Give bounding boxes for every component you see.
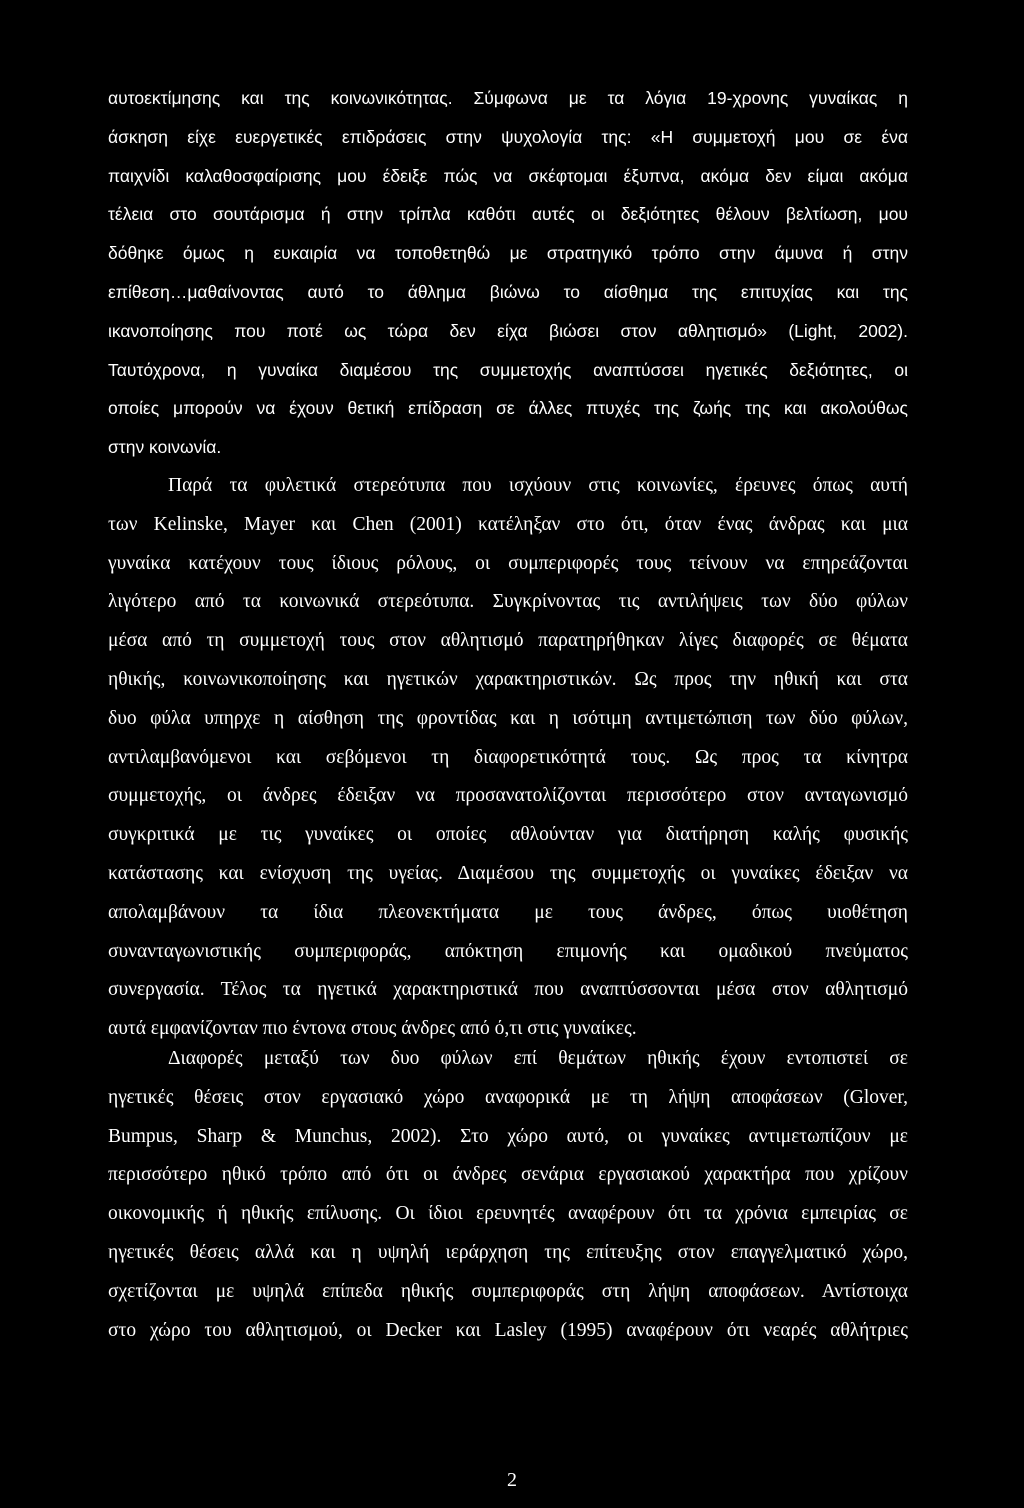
text-line: περισσότερο ηθικό τρόπο από ότι οι άνδρες σενάρια εργασιακού χαρακτήρα που χρίζουν xyxy=(108,1164,908,1186)
text-line: συμμετοχής, οι άνδρες έδειξαν να προσανατολίζονται περισσότερο στον ανταγωνισμό xyxy=(108,785,908,807)
text-line: ηθικής, κοινωνικοποίησης και ηγετικών χαρακτηριστικών. Ως προς την ηθική και στα xyxy=(108,668,908,690)
text-line: Διαφορές μεταξύ των δυο φύλων επί θεμάτων ηθικής έχουν εντοπιστεί σε xyxy=(168,1048,908,1069)
text-line: Bumpus, Sharp & Munchus, 2002). Στο χώρο αυτό, οι γυναίκες αντιμετωπίζουν με xyxy=(108,1125,908,1147)
text-line: οικονομικής ή ηθικής επίλυσης. Οι ίδιοι ερευνητές αναφέρουν ότι τα χρόνια εμπειρίας σε xyxy=(108,1203,908,1225)
text-line: Παρά τα φυλετικά στερεότυπα που ισχύουν στις κοινωνίες, έρευνες όπως αυτή xyxy=(168,475,908,496)
text-line: δυο φύλα υπηρχε η αίσθηση της φροντίδας και η ισότιμη αντιμετώπιση των δύο φύλων, xyxy=(108,707,908,729)
text-line: στην κοινωνία. xyxy=(108,437,222,458)
text-line: επίθεση…μαθαίνοντας αυτό το άθλημα βιώνω το αίσθημα της επιτυχίας και της xyxy=(108,281,908,302)
text-line: ηγετικές θέσεις αλλά και η υψηλή ιεράρχηση της επίτευξης στον επαγγελματικό χώρο, xyxy=(108,1241,908,1263)
text-line: ηγετικές θέσεις στον εργασιακό χώρο αναφορικά με τη λήψη αποφάσεων (Glover, xyxy=(108,1086,908,1108)
text-line: στο χώρο του αθλητισμού, οι Decker και Lasley (1995) αναφέρουν ότι νεαρές αθλήτριες xyxy=(108,1319,908,1341)
text-line: οποίες μπορούν να έχουν θετική επίδραση σε άλλες πτυχές της ζωής της και ακολούθως xyxy=(108,398,908,419)
text-line: ικανοποίησης που ποτέ ως τώρα δεν είχα βιώσει στον αθλητισμό» (Light, 2002). xyxy=(108,320,908,341)
paragraph-3 xyxy=(108,1040,908,1350)
text-line: λιγότερο από τα κοινωνικά στερεότυπα. Συγκρίνοντας τις αντιλήψεις των δύο φύλων xyxy=(108,591,908,613)
text-line: παιχνίδι καλαθοσφαίρισης μου έδειξε πώς να σκέφτομαι έξυπνα, ακόμα δεν είμαι ακόμα xyxy=(108,165,908,186)
text-line: άσκηση είχε ευεργετικές επιδράσεις στην ψυχολογία της: «Η συμμετοχή μου σε ένα xyxy=(108,126,908,147)
text-line: συγκριτικά με τις γυναίκες οι οποίες αθλούνταν για διατήρηση καλής φυσικής xyxy=(108,824,908,846)
text-line: Ταυτόχρονα, η γυναίκα διαμέσου της συμμετοχής αναπτύσσει ηγετικές δεξιότητες, οι xyxy=(108,359,908,380)
text-line: κατάστασης και ενίσχυση της υγείας. Διαμέσου της συμμετοχής οι γυναίκες έδειξαν να xyxy=(108,862,908,884)
text-line: αντιλαμβανόμενοι και σεβόμενοι τη διαφορετικότητά τους. Ως προς τα κίνητρα xyxy=(108,746,908,768)
text-line: αυτοεκτίμησης και της κοινωνικότητας. Σύμφωνα με τα λόγια 19-χρονης γυναίκας η xyxy=(108,88,908,108)
paragraph-2 xyxy=(108,467,908,1049)
text-line: των Kelinske, Mayer και Chen (2001) κατέληξαν στο ότι, όταν ένας άνδρας και μια xyxy=(108,513,908,535)
text-line: γυναίκα κατέχουν τους ίδιους ρόλους, οι συμπεριφορές τους τείνουν να επηρεάζονται xyxy=(108,552,908,574)
text-line: απολαμβάνουν τα ίδια πλεονεκτήματα με τους άνδρες, όπως υιοθέτηση xyxy=(108,901,908,923)
page-number: 2 xyxy=(507,1469,517,1491)
text-line: σχετίζονται με υψηλά επίπεδα ηθικής συμπεριφοράς στη λήψη αποφάσεων. Αντίστοιχα xyxy=(108,1280,908,1302)
text-line: συνεργασία. Τέλος τα ηγετικά χαρακτηριστικά που αναπτύσσονται μέσα στον αθλητισμό xyxy=(108,979,908,1001)
text-line: τέλεια στο σουτάρισμα ή στην τρίπλα καθότι αυτές οι δεξιότητες θέλουν βελτίωση, μου xyxy=(108,204,908,225)
text-line: αυτά εμφανίζονταν πιο έντονα στους άνδρες από ό,τι στις γυναίκες. xyxy=(108,1018,637,1040)
paragraph-1 xyxy=(108,79,908,467)
text-line: μέσα από τη συμμετοχή τους στον αθλητισμό παρατηρήθηκαν λίγες διαφορές σε θέματα xyxy=(108,630,908,652)
text-line: συνανταγωνιστικής συμπεριφοράς, απόκτηση επιμονής και ομαδικού πνεύματος xyxy=(108,940,908,962)
text-line: δόθηκε όμως η ευκαιρία να τοποθετηθώ με στρατηγικό τρόπο στην άμυνα ή στην xyxy=(108,243,908,264)
